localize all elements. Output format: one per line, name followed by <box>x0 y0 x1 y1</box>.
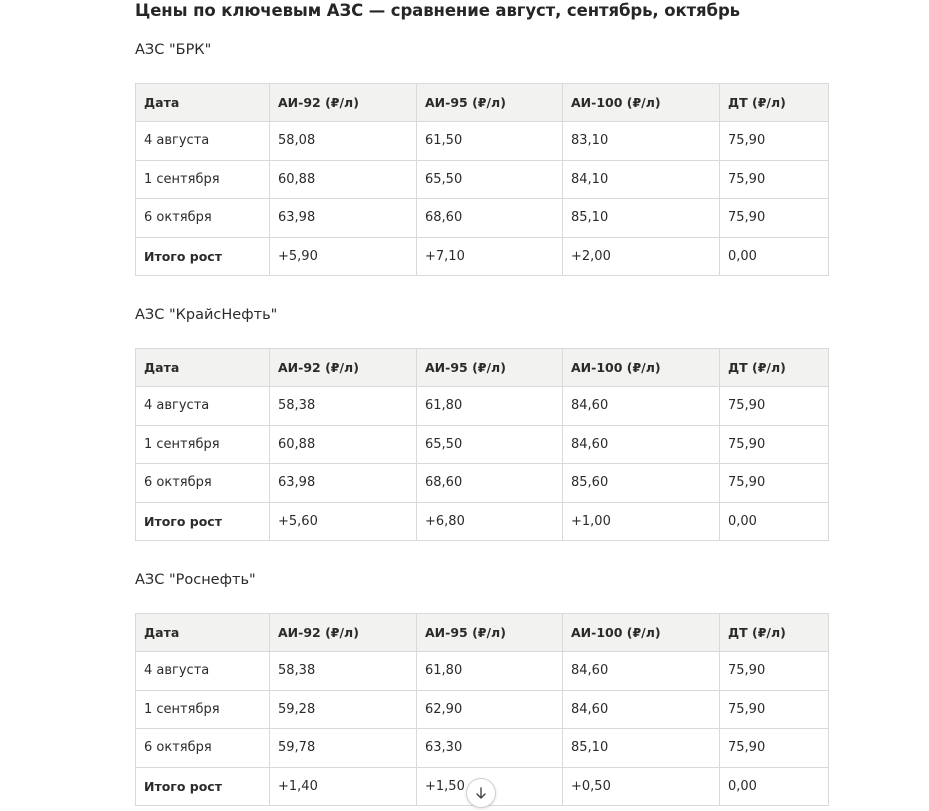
column-header-ai95: АИ-95 (₽/л) <box>417 349 563 387</box>
cell-dt: 75,90 <box>720 652 829 691</box>
cell-total-label: Итого рост <box>136 767 270 806</box>
cell-ai92: 63,98 <box>270 199 417 238</box>
table-row <box>136 122 829 161</box>
cell-total-ai92: +5,90 <box>270 237 417 276</box>
station-name: АЗС "Роснефть" <box>135 572 256 588</box>
column-header-ai100: АИ-100 (₽/л) <box>563 614 720 652</box>
cell-date: 6 октября <box>136 199 270 238</box>
cell-ai95: 68,60 <box>417 199 563 238</box>
cell-total-ai95: +7,10 <box>417 237 563 276</box>
station-section-rosneft <box>135 570 828 794</box>
cell-dt: 75,90 <box>720 425 829 464</box>
table-header-row <box>136 614 829 652</box>
scroll-down-button[interactable] <box>466 778 496 808</box>
cell-ai100: 85,10 <box>563 729 720 768</box>
cell-ai92: 60,88 <box>270 425 417 464</box>
cell-ai100: 84,60 <box>563 652 720 691</box>
cell-ai95: 68,60 <box>417 464 563 503</box>
cell-dt: 75,90 <box>720 387 829 426</box>
cell-ai95: 65,50 <box>417 425 563 464</box>
cell-date: 4 августа <box>136 122 270 161</box>
cell-ai92: 59,78 <box>270 729 417 768</box>
cell-date: 4 августа <box>136 652 270 691</box>
column-header-ai100: АИ-100 (₽/л) <box>563 84 720 122</box>
cell-ai100: 85,60 <box>563 464 720 503</box>
cell-total-ai92: +1,40 <box>270 767 417 806</box>
table-row <box>136 464 829 503</box>
table-row <box>136 199 829 238</box>
cell-date: 4 августа <box>136 387 270 426</box>
column-header-dt: ДТ (₽/л) <box>720 349 829 387</box>
cell-ai95: 61,50 <box>417 122 563 161</box>
station-section-kraysneft <box>135 305 828 529</box>
cell-date: 1 сентября <box>136 160 270 199</box>
cell-dt: 75,90 <box>720 729 829 768</box>
cell-ai100: 84,60 <box>563 425 720 464</box>
cell-ai100: 84,60 <box>563 387 720 426</box>
cell-dt: 75,90 <box>720 199 829 238</box>
table-row <box>136 387 829 426</box>
table-header-row <box>136 84 829 122</box>
table-row <box>136 160 829 199</box>
cell-date: 6 октября <box>136 464 270 503</box>
cell-ai92: 63,98 <box>270 464 417 503</box>
cell-ai95: 65,50 <box>417 160 563 199</box>
cell-date: 6 октября <box>136 729 270 768</box>
cell-ai100: 84,60 <box>563 690 720 729</box>
table-total-row <box>136 502 829 541</box>
cell-total-ai100: +1,00 <box>563 502 720 541</box>
cell-ai95: 63,30 <box>417 729 563 768</box>
cell-ai95: 61,80 <box>417 652 563 691</box>
cell-total-ai92: +5,60 <box>270 502 417 541</box>
column-header-ai92: АИ-92 (₽/л) <box>270 84 417 122</box>
cell-ai95: 62,90 <box>417 690 563 729</box>
cell-total-dt: 0,00 <box>720 502 829 541</box>
column-header-ai95: АИ-95 (₽/л) <box>417 614 563 652</box>
table-row <box>136 690 829 729</box>
table-header-row <box>136 349 829 387</box>
cell-total-label: Итого рост <box>136 502 270 541</box>
cell-date: 1 сентября <box>136 425 270 464</box>
column-header-ai92: АИ-92 (₽/л) <box>270 349 417 387</box>
cell-dt: 75,90 <box>720 464 829 503</box>
cell-dt: 75,90 <box>720 122 829 161</box>
table-total-row <box>136 237 829 276</box>
cell-ai100: 85,10 <box>563 199 720 238</box>
cell-total-dt: 0,00 <box>720 237 829 276</box>
cell-ai92: 60,88 <box>270 160 417 199</box>
column-header-dt: ДТ (₽/л) <box>720 84 829 122</box>
column-header-ai100: АИ-100 (₽/л) <box>563 349 720 387</box>
station-name: АЗС "БРК" <box>135 42 212 58</box>
station-name: АЗС "КрайсНефть" <box>135 307 278 323</box>
column-header-ai95: АИ-95 (₽/л) <box>417 84 563 122</box>
table-row <box>136 652 829 691</box>
cell-total-ai95: +6,80 <box>417 502 563 541</box>
page-title: Цены по ключевым АЗС — сравнение август, сентябрь, октябрь <box>135 1 740 20</box>
cell-total-dt: 0,00 <box>720 767 829 806</box>
station-section-brk <box>135 40 828 264</box>
cell-dt: 75,90 <box>720 690 829 729</box>
cell-ai92: 59,28 <box>270 690 417 729</box>
cell-total-ai95: +1,50 <box>417 767 563 806</box>
column-header-date: Дата <box>136 614 270 652</box>
cell-ai100: 83,10 <box>563 122 720 161</box>
cell-total-label: Итого рост <box>136 237 270 276</box>
column-header-dt: ДТ (₽/л) <box>720 614 829 652</box>
table-row <box>136 425 829 464</box>
cell-dt: 75,90 <box>720 160 829 199</box>
cell-ai95: 61,80 <box>417 387 563 426</box>
cell-date: 1 сентября <box>136 690 270 729</box>
cell-ai100: 84,10 <box>563 160 720 199</box>
column-header-date: Дата <box>136 84 270 122</box>
arrow-down-icon <box>475 787 487 800</box>
column-header-ai92: АИ-92 (₽/л) <box>270 614 417 652</box>
column-header-date: Дата <box>136 349 270 387</box>
cell-ai92: 58,08 <box>270 122 417 161</box>
cell-ai92: 58,38 <box>270 387 417 426</box>
cell-ai92: 58,38 <box>270 652 417 691</box>
cell-total-ai100: +0,50 <box>563 767 720 806</box>
price-table <box>135 348 829 541</box>
price-table <box>135 83 829 276</box>
cell-total-ai100: +2,00 <box>563 237 720 276</box>
table-row <box>136 729 829 768</box>
